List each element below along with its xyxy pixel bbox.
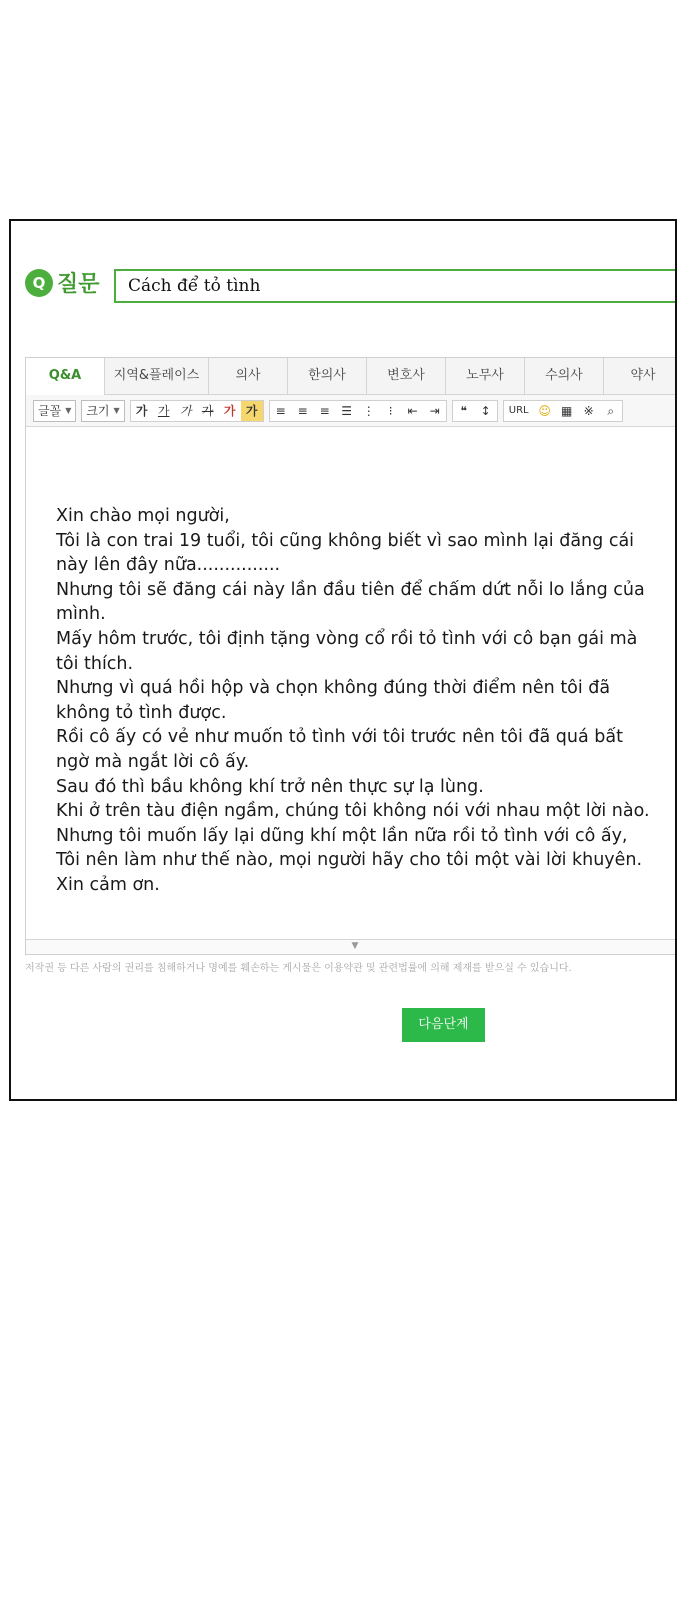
indent-icon[interactable]: ⇥ (429, 403, 440, 418)
bold-button[interactable]: 가 (135, 403, 148, 418)
question-label: 질문 (57, 272, 100, 297)
table-icon[interactable]: ▦ (561, 403, 573, 418)
tab-oriental-doctor[interactable]: 한의사 (288, 358, 367, 394)
question-body[interactable] (56, 504, 671, 898)
line-height-icon[interactable]: ↕ (480, 403, 491, 418)
tab-qna[interactable]: Q&A (26, 358, 105, 395)
size-select[interactable] (81, 400, 124, 422)
align-left-icon[interactable]: ≡ (275, 403, 286, 418)
chevron-down-icon: ▼ (113, 405, 120, 415)
body-line: này lên đây nữa............... (56, 555, 281, 576)
body-line: Tôi là con trai 19 tuổi, tôi cũng không biết vì sao mình lại đăng cái (56, 530, 635, 551)
body-line: Sau đó thì bầu không khí trở nên thực sự lạ lùng. (56, 776, 484, 797)
body-line: Nhưng tôi muốn lấy lại dũng khí một lần nữa rồi tỏ tình với cô ấy, (56, 825, 628, 846)
emoticon-icon[interactable]: ☺ (538, 403, 551, 418)
quote-icon[interactable]: ❝ (460, 403, 467, 418)
question-form (9, 219, 677, 1101)
bullet-list-icon[interactable]: ⁝ (388, 403, 393, 418)
body-line: Rồi cô ấy có vẻ như muốn tỏ tình với tôi trước nên tôi đã quá bất (56, 727, 623, 748)
body-line: Khi ở trên tàu điện ngầm, chúng tôi không nói với nhau một lời nào. (56, 801, 650, 822)
format-group (130, 400, 264, 422)
extra-group (503, 400, 623, 422)
font-select[interactable] (33, 400, 76, 422)
font-color-button[interactable]: 가 (223, 403, 236, 418)
body-line: Xin chào mọi người, (56, 506, 230, 526)
tab-region-place[interactable]: 지역&플레이스 (105, 358, 209, 394)
category-tabs (26, 358, 677, 395)
align-group (269, 400, 447, 422)
strikethrough-button[interactable]: 가 (201, 403, 214, 418)
resize-grip-icon: ▼ (351, 941, 359, 951)
font-select-label: 글꼴 (38, 403, 62, 418)
q-badge-icon: Q (25, 269, 53, 297)
editor-toolbar (26, 395, 677, 427)
body-line: Tôi nên làm như thế nào, mọi người hãy cho tôi một vài lời khuyên. (56, 850, 643, 871)
tab-labor-attorney[interactable]: 노무사 (446, 358, 525, 394)
body-line: mình. (56, 604, 106, 625)
align-center-icon[interactable]: ≡ (297, 403, 308, 418)
body-line: không tỏ tình được. (56, 702, 227, 723)
body-line: tôi thích. (56, 653, 134, 674)
body-line: Mấy hôm trước, tôi định tặng vòng cổ rồi tỏ tình với cô bạn gái mà (56, 628, 638, 649)
next-step-button[interactable]: 다음단계 (402, 1008, 485, 1042)
title-input[interactable]: Cách để tỏ tình (114, 269, 677, 303)
editor (25, 357, 677, 955)
tab-veterinarian[interactable]: 수의사 (525, 358, 604, 394)
tab-pharmacist[interactable]: 약사 (604, 358, 677, 394)
insert-group (452, 400, 498, 422)
align-right-icon[interactable]: ≡ (319, 403, 330, 418)
highlight-button[interactable]: 가 (241, 401, 263, 421)
underline-button[interactable]: 가 (157, 403, 170, 418)
body-line: ngờ mà ngắt lời cô ấy. (56, 751, 250, 772)
size-select-label: 크기 (86, 403, 110, 418)
align-justify-icon[interactable]: ☰ (341, 403, 353, 418)
url-button[interactable]: URL (508, 404, 529, 416)
body-line: Nhưng tôi sẽ đăng cái này lần đầu tiên để chấm dứt nỗi lo lắng của (56, 579, 645, 600)
tab-lawyer[interactable]: 변호사 (367, 358, 446, 394)
numbered-list-icon[interactable]: ⋮ (362, 403, 375, 418)
body-line: Nhưng vì quá hồi hộp và chọn không đúng thời điểm nên tôi đã (56, 678, 611, 699)
search-icon[interactable]: ⌕ (607, 403, 615, 418)
outdent-icon[interactable]: ⇤ (407, 403, 418, 418)
body-line: Xin cảm ơn. (56, 874, 160, 895)
chevron-down-icon: ▼ (65, 405, 72, 415)
italic-button[interactable]: 가 (179, 403, 192, 418)
special-char-icon[interactable]: ※ (583, 403, 594, 418)
tab-doctor[interactable]: 의사 (209, 358, 288, 394)
resize-handle[interactable] (26, 939, 677, 954)
copyright-notice: 저작권 등 다른 사람의 권리를 침해하거나 명예를 훼손하는 게시물은 이용약관 및 관련법률에 의해 제재를 받으실 수 있습니다. (25, 963, 572, 974)
